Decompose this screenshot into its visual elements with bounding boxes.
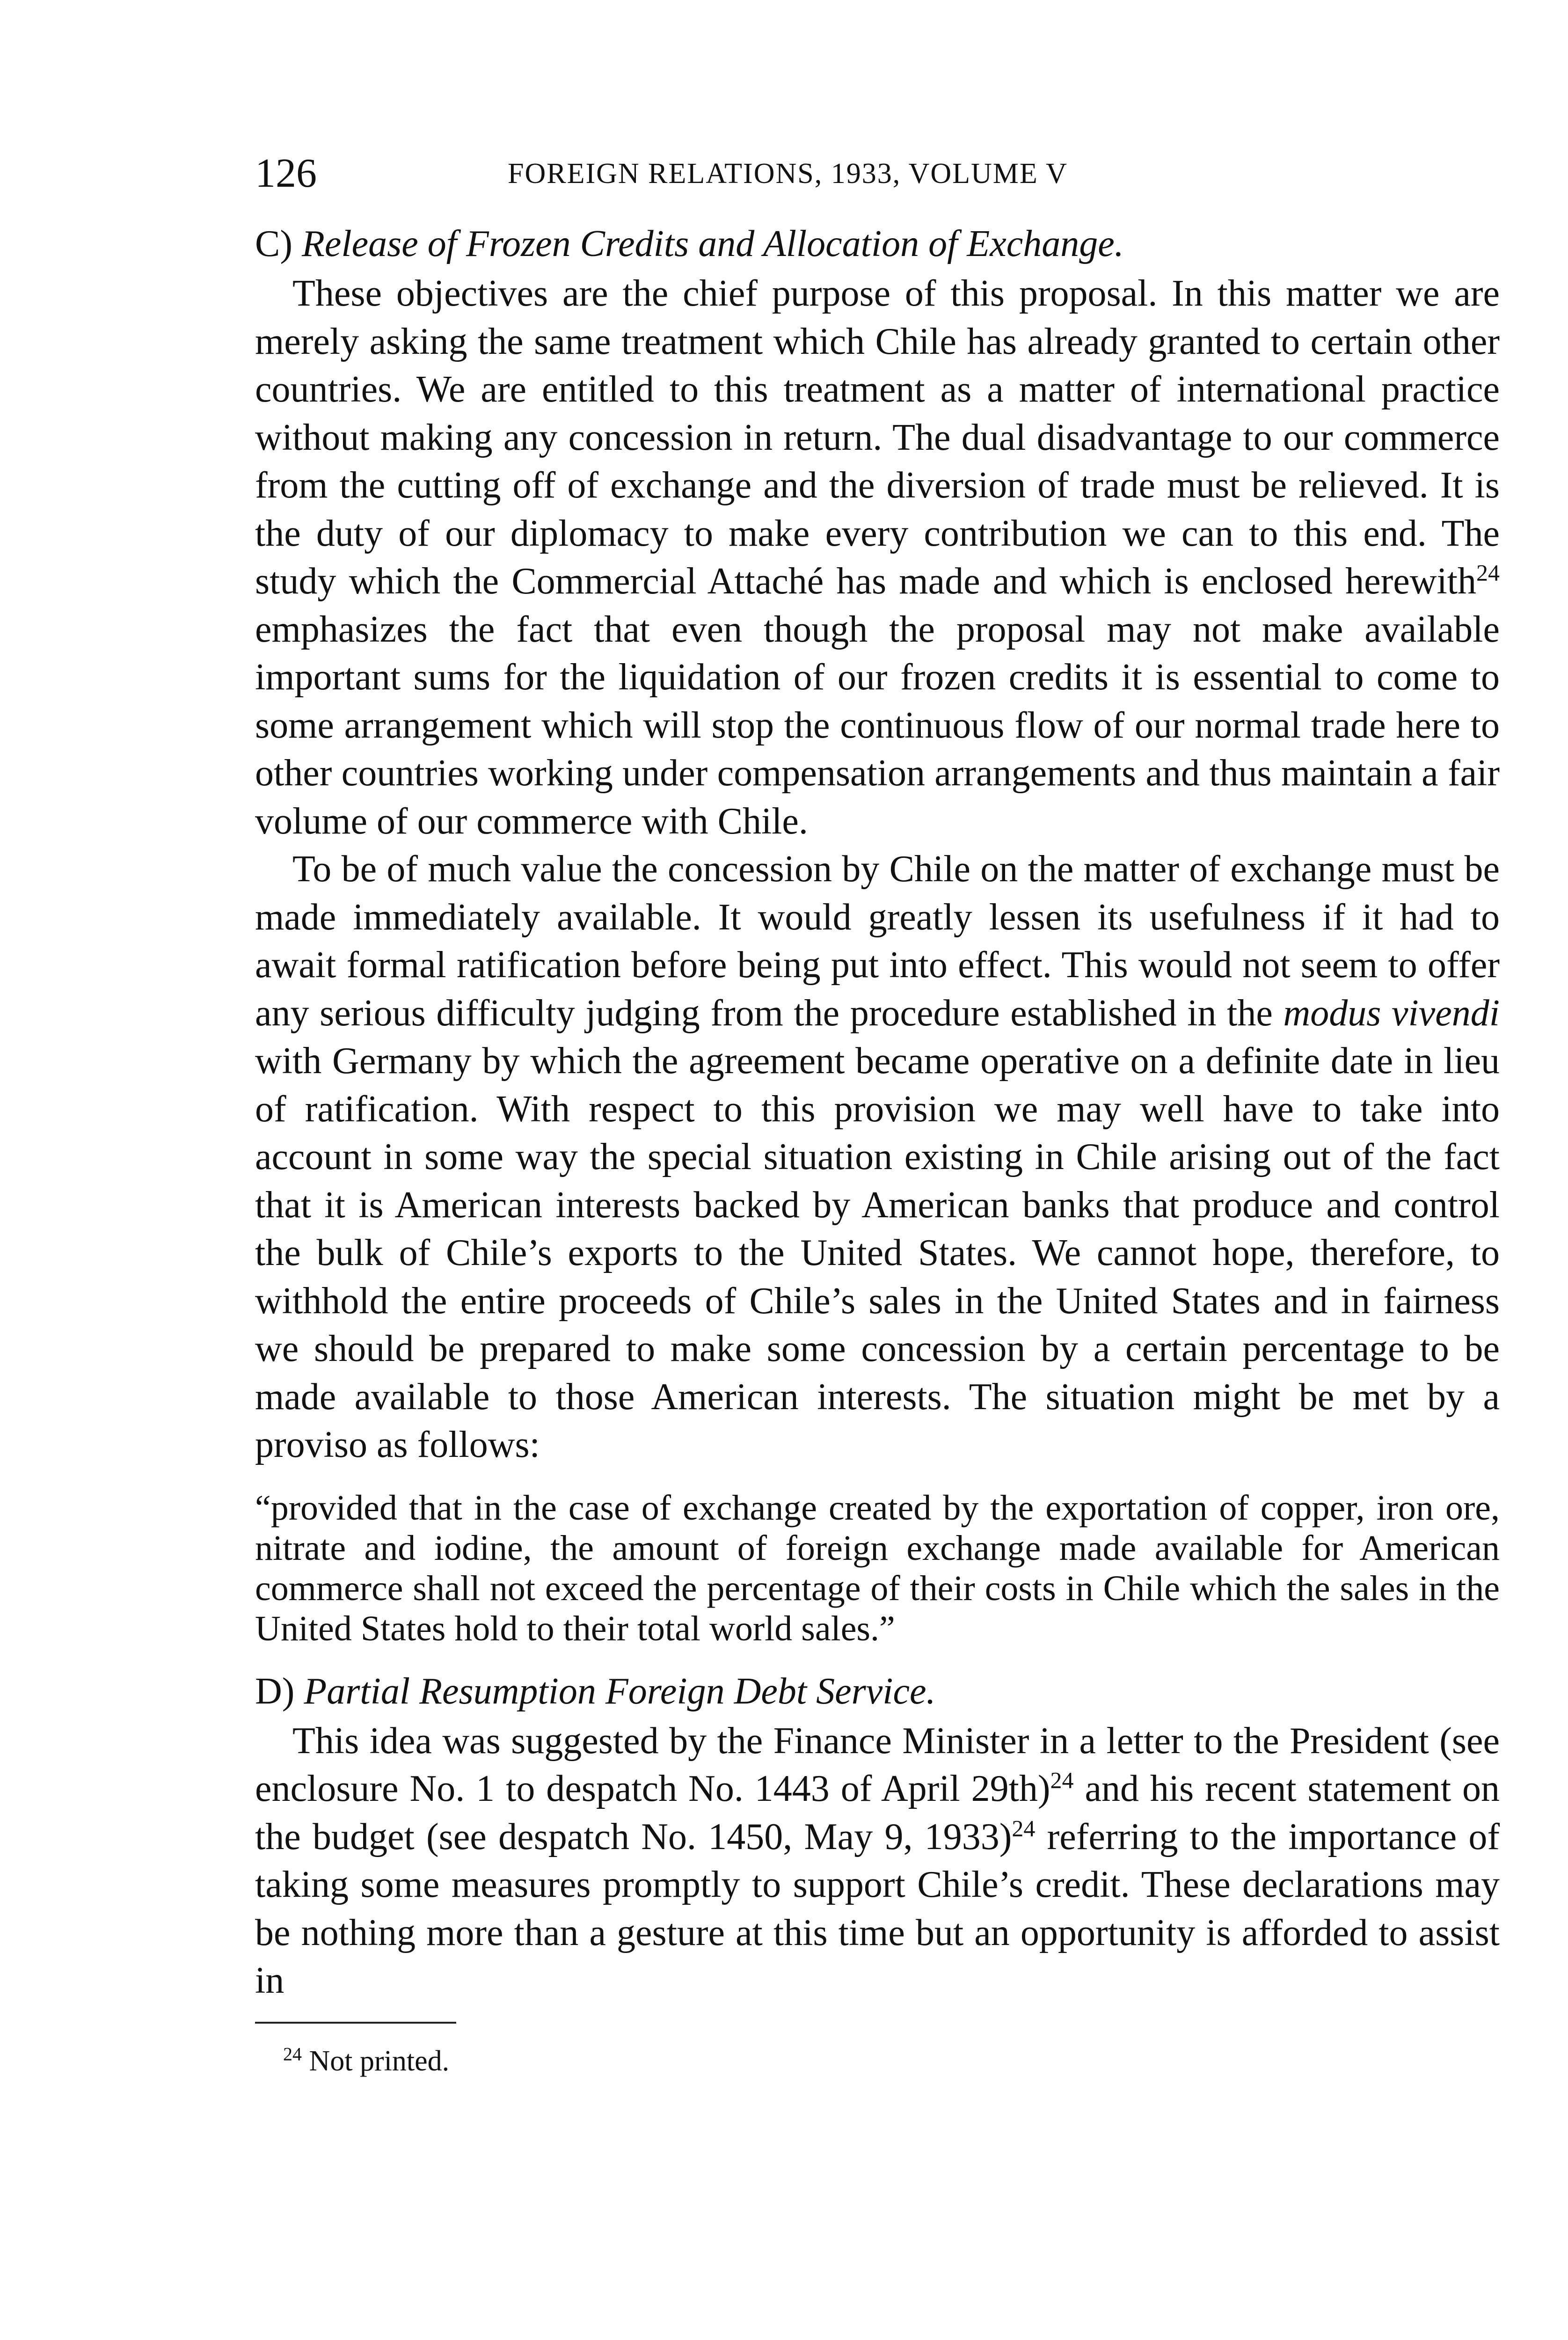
footnote-text: Not printed. xyxy=(302,2045,450,2077)
paragraph-1-text-a: These objectives are the chief purpose of this proposal. In this matter we are merely asking the same treatment which Chile has already granted to certain other countries. We are entitled to this treatment as a matter of international practice without making any concession in return. The dual disadvantage to our commerce from the cutting off of exchange and the diversion of trade must be relieved. It is the duty of our diplomacy to make every contribution we can to this end. The study which the Commercial Attaché has made and which is enclosed herewith xyxy=(255,273,1500,602)
paragraph-3-text-b: and his recent statement on the budget (see despatch No. 1450, May 9, 1933) xyxy=(255,1768,1500,1857)
section-c-title: Release of Frozen Credits and Allocation of Exchange. xyxy=(302,223,1124,264)
footnote-divider xyxy=(255,2022,456,2024)
running-header xyxy=(255,140,1500,201)
footnote-mark: 24 xyxy=(283,2043,302,2064)
section-d-label: D) xyxy=(255,1670,295,1712)
section-d-heading xyxy=(255,1667,1500,1715)
paragraph-1-text-b: emphasizes the fact that even though the proposal may not make available important sums for the liquidation of our frozen credits it is essential to come to some arrangement which will stop the continuous flow of our normal trade here to other countries working under compensation arrangements and thus maintain a fair volume of our commerce with Chile. xyxy=(255,608,1500,842)
paragraph-2-text-a: To be of much value the concession by Chile on the matter of exchange must be made immediately available. It would greatly lessen its usefulness if it had to await formal ratification before being put into effect. This would not seem to offer any serious difficulty judging from the procedure established in the xyxy=(255,848,1500,1034)
running-title: FOREIGN RELATIONS, 1933, VOLUME V xyxy=(508,158,1068,190)
proviso-quote: “provided that in the case of exchange created by the exportation of copper, iron ore, nitrate and iodine, the amount of foreign exchange made available for American commerce shall not exceed the percentage of their costs in Chile which the sales in the United States hold to their total world sales.” xyxy=(255,1488,1500,1648)
paragraph-3 xyxy=(255,1717,1500,2005)
paragraph-3-text-a: This idea was suggested by the Finance Minister in a letter to the President (see enclosure No. 1 to despatch No. 1443 of April 29th) xyxy=(255,1720,1500,1809)
section-c-heading xyxy=(255,220,1500,268)
footnote-ref: 24 xyxy=(1050,1767,1074,1793)
section-c-label: C) xyxy=(255,223,292,264)
footnote xyxy=(255,2042,1500,2080)
footnote-ref: 24 xyxy=(1476,559,1500,586)
paragraph-3-text-c: referring to the importance of taking some measures promptly to support Chile’s credit. These declarations may be nothing more than a gesture at this time but an opportunity is afforded to assist in xyxy=(255,1816,1500,2001)
document-page xyxy=(255,140,1500,2080)
footnote-ref: 24 xyxy=(1012,1814,1036,1841)
paragraph-2 xyxy=(255,845,1500,1469)
section-d-title: Partial Resumption Foreign Debt Service. xyxy=(304,1670,936,1712)
paragraph-1 xyxy=(255,270,1500,845)
paragraph-2-text-b: with Germany by which the agreement became operative on a definite date in lieu of ratification. With respect to this provision we may well have to take into account in some way the special situation existing in Chile arising out of the fact that it is American interests backed by American banks that produce and control the bulk of Chile’s exports to the United States. We cannot hope, therefore, to withhold the entire proceeds of Chile’s sales in the United States and in fairness we should be prepared to make some concession by a certain percentage to be made available to those American interests. The situation might be met by a proviso as follows: xyxy=(255,1040,1500,1465)
paragraph-2-italic: modus vivendi xyxy=(1283,992,1500,1034)
page-number: 126 xyxy=(255,151,317,196)
